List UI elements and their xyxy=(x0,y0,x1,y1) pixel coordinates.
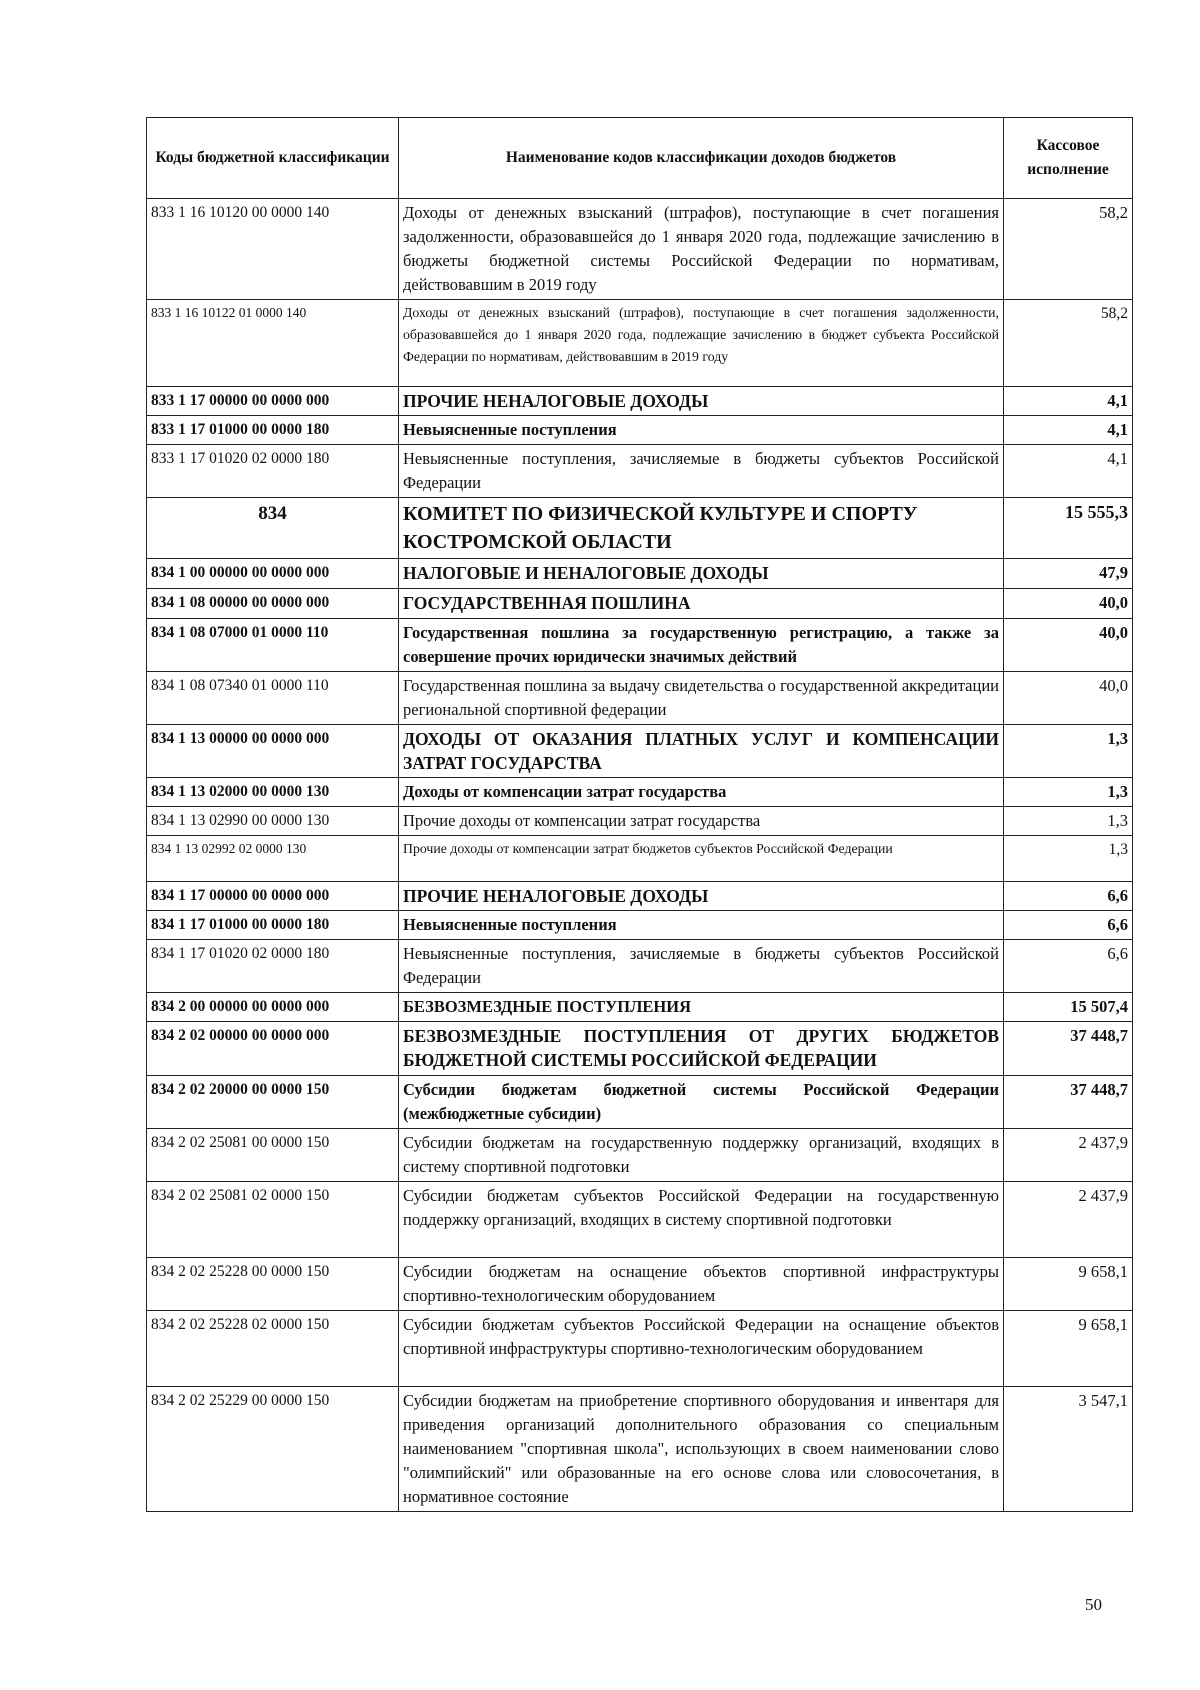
row-code: 833 1 16 10122 01 0000 140 xyxy=(147,300,399,387)
row-code: 834 1 17 01000 00 0000 180 xyxy=(147,911,399,940)
row-amount: 40,0 xyxy=(1004,672,1133,725)
table-row xyxy=(147,1258,1133,1311)
row-code: 834 2 02 00000 00 0000 000 xyxy=(147,1022,399,1076)
row-amount: 4,1 xyxy=(1004,416,1133,445)
table-row xyxy=(147,1387,1133,1512)
table-row xyxy=(147,911,1133,940)
table-row xyxy=(147,199,1133,300)
row-amount: 9 658,1 xyxy=(1004,1311,1133,1387)
row-code: 834 1 17 00000 00 0000 000 xyxy=(147,882,399,911)
table-row xyxy=(147,589,1133,619)
row-amount: 2 437,9 xyxy=(1004,1182,1133,1258)
table-row xyxy=(147,300,1133,387)
table-row xyxy=(147,993,1133,1022)
row-name: ГОСУДАРСТВЕННАЯ ПОШЛИНА xyxy=(399,589,1004,619)
row-code: 834 1 13 00000 00 0000 000 xyxy=(147,725,399,778)
row-name: ПРОЧИЕ НЕНАЛОГОВЫЕ ДОХОДЫ xyxy=(399,387,1004,416)
row-code: 834 xyxy=(147,498,399,559)
row-code: 834 1 08 07000 01 0000 110 xyxy=(147,619,399,672)
row-name: Невыясненные поступления xyxy=(399,416,1004,445)
row-code: 833 1 16 10120 00 0000 140 xyxy=(147,199,399,300)
row-code: 834 2 02 25081 02 0000 150 xyxy=(147,1182,399,1258)
row-name: КОМИТЕТ ПО ФИЗИЧЕСКОЙ КУЛЬТУРЕ И СПОРТУ КОСТРОМСКОЙ ОБЛАСТИ xyxy=(399,498,1004,559)
row-amount: 58,2 xyxy=(1004,300,1133,387)
row-amount: 37 448,7 xyxy=(1004,1022,1133,1076)
row-name: ПРОЧИЕ НЕНАЛОГОВЫЕ ДОХОДЫ xyxy=(399,882,1004,911)
row-code: 834 1 00 00000 00 0000 000 xyxy=(147,559,399,589)
row-code: 834 2 02 25228 00 0000 150 xyxy=(147,1258,399,1311)
table-row xyxy=(147,1182,1133,1258)
row-amount: 2 437,9 xyxy=(1004,1129,1133,1182)
row-amount: 9 658,1 xyxy=(1004,1258,1133,1311)
table-row xyxy=(147,1129,1133,1182)
row-name: Невыясненные поступления, зачисляемые в бюджеты субъектов Российской Федерации xyxy=(399,445,1004,498)
row-amount: 6,6 xyxy=(1004,882,1133,911)
table-row xyxy=(147,1311,1133,1387)
row-amount: 40,0 xyxy=(1004,589,1133,619)
row-name: НАЛОГОВЫЕ И НЕНАЛОГОВЫЕ ДОХОДЫ xyxy=(399,559,1004,589)
row-code: 834 2 02 25081 00 0000 150 xyxy=(147,1129,399,1182)
row-name: Субсидии бюджетам на приобретение спортивного оборудования и инвентаря для приведения организаций дополнительного образования со специальным наименованием "спортивная школа", использующих в своем наименовании слово "олимпийский" или образованные на его основе слова или словосочетания, в нормативное состояние xyxy=(399,1387,1004,1512)
revenue-table xyxy=(146,117,1133,1512)
row-name: Прочие доходы от компенсации затрат государства xyxy=(399,807,1004,836)
table-row xyxy=(147,725,1133,778)
row-code: 833 1 17 01000 00 0000 180 xyxy=(147,416,399,445)
row-name: БЕЗВОЗМЕЗДНЫЕ ПОСТУПЛЕНИЯ xyxy=(399,993,1004,1022)
table-row xyxy=(147,387,1133,416)
row-amount: 15 555,3 xyxy=(1004,498,1133,559)
row-code: 834 1 08 07340 01 0000 110 xyxy=(147,672,399,725)
row-amount: 4,1 xyxy=(1004,387,1133,416)
row-name: Субсидии бюджетам бюджетной системы Российской Федерации (межбюджетные субсидии) xyxy=(399,1076,1004,1129)
row-name: Невыясненные поступления xyxy=(399,911,1004,940)
table-row xyxy=(147,559,1133,589)
row-code: 833 1 17 01020 02 0000 180 xyxy=(147,445,399,498)
page-number: 50 xyxy=(1085,1595,1102,1614)
table-row xyxy=(147,778,1133,807)
table-row xyxy=(147,882,1133,911)
row-name: Субсидии бюджетам субъектов Российской Федерации на государственную поддержку организаций, входящих в систему спортивной подготовки xyxy=(399,1182,1004,1258)
table-row xyxy=(147,836,1133,882)
row-name: Прочие доходы от компенсации затрат бюджетов субъектов Российской Федерации xyxy=(399,836,1004,882)
table-row xyxy=(147,672,1133,725)
row-amount: 1,3 xyxy=(1004,778,1133,807)
row-amount: 58,2 xyxy=(1004,199,1133,300)
row-name: Государственная пошлина за выдачу свидетельства о государственной аккредитации региональной спортивной федерации xyxy=(399,672,1004,725)
row-name: Доходы от денежных взысканий (штрафов), поступающие в счет погашения задолженности, образовавшейся до 1 января 2020 года, подлежащие зачислению в бюджет субъекта Российской Федерации по нормативам, действовавшим в 2019 году xyxy=(399,300,1004,387)
row-name: БЕЗВОЗМЕЗДНЫЕ ПОСТУПЛЕНИЯ ОТ ДРУГИХ БЮДЖЕТОВ БЮДЖЕТНОЙ СИСТЕМЫ РОССИЙСКОЙ ФЕДЕРАЦИИ xyxy=(399,1022,1004,1076)
row-code: 834 1 08 00000 00 0000 000 xyxy=(147,589,399,619)
row-amount: 3 547,1 xyxy=(1004,1387,1133,1512)
row-code: 834 1 13 02000 00 0000 130 xyxy=(147,778,399,807)
header-amount: Кассовое исполнение xyxy=(1004,118,1133,199)
row-amount: 4,1 xyxy=(1004,445,1133,498)
row-name: Государственная пошлина за государственную регистрацию, а также за совершение прочих юридически значимых действий xyxy=(399,619,1004,672)
row-code: 834 1 13 02992 02 0000 130 xyxy=(147,836,399,882)
table-row xyxy=(147,1076,1133,1129)
row-amount: 37 448,7 xyxy=(1004,1076,1133,1129)
row-amount: 6,6 xyxy=(1004,911,1133,940)
row-code: 833 1 17 00000 00 0000 000 xyxy=(147,387,399,416)
row-name: Доходы от денежных взысканий (штрафов), поступающие в счет погашения задолженности, образовавшейся до 1 января 2020 года, подлежащие зачислению в бюджеты бюджетной системы Российской Федерации по нормативам, действовавшим в 2019 году xyxy=(399,199,1004,300)
row-name: Невыясненные поступления, зачисляемые в бюджеты субъектов Российской Федерации xyxy=(399,940,1004,993)
table-row xyxy=(147,1022,1133,1076)
table-row xyxy=(147,445,1133,498)
row-amount: 15 507,4 xyxy=(1004,993,1133,1022)
table-row xyxy=(147,498,1133,559)
table-row xyxy=(147,807,1133,836)
row-name: Субсидии бюджетам субъектов Российской Федерации на оснащение объектов спортивной инфраструктуры спортивно-технологическим оборудованием xyxy=(399,1311,1004,1387)
row-name: Доходы от компенсации затрат государства xyxy=(399,778,1004,807)
row-amount: 47,9 xyxy=(1004,559,1133,589)
table-row xyxy=(147,940,1133,993)
table-row xyxy=(147,416,1133,445)
table-row xyxy=(147,619,1133,672)
row-name: Субсидии бюджетам на государственную поддержку организаций, входящих в систему спортивной подготовки xyxy=(399,1129,1004,1182)
row-name: Субсидии бюджетам на оснащение объектов спортивной инфраструктуры спортивно-технологическим оборудованием xyxy=(399,1258,1004,1311)
row-amount: 40,0 xyxy=(1004,619,1133,672)
row-amount: 1,3 xyxy=(1004,807,1133,836)
header-name: Наименование кодов классификации доходов бюджетов xyxy=(399,118,1004,199)
row-code: 834 2 02 25229 00 0000 150 xyxy=(147,1387,399,1512)
row-amount: 1,3 xyxy=(1004,725,1133,778)
row-code: 834 2 00 00000 00 0000 000 xyxy=(147,993,399,1022)
table-header-row xyxy=(147,118,1133,199)
row-amount: 1,3 xyxy=(1004,836,1133,882)
row-code: 834 2 02 20000 00 0000 150 xyxy=(147,1076,399,1129)
row-code: 834 1 17 01020 02 0000 180 xyxy=(147,940,399,993)
row-amount: 6,6 xyxy=(1004,940,1133,993)
row-name: ДОХОДЫ ОТ ОКАЗАНИЯ ПЛАТНЫХ УСЛУГ И КОМПЕНСАЦИИ ЗАТРАТ ГОСУДАРСТВА xyxy=(399,725,1004,778)
row-code: 834 2 02 25228 02 0000 150 xyxy=(147,1311,399,1387)
row-code: 834 1 13 02990 00 0000 130 xyxy=(147,807,399,836)
header-code: Коды бюджетной классификации xyxy=(147,118,399,199)
